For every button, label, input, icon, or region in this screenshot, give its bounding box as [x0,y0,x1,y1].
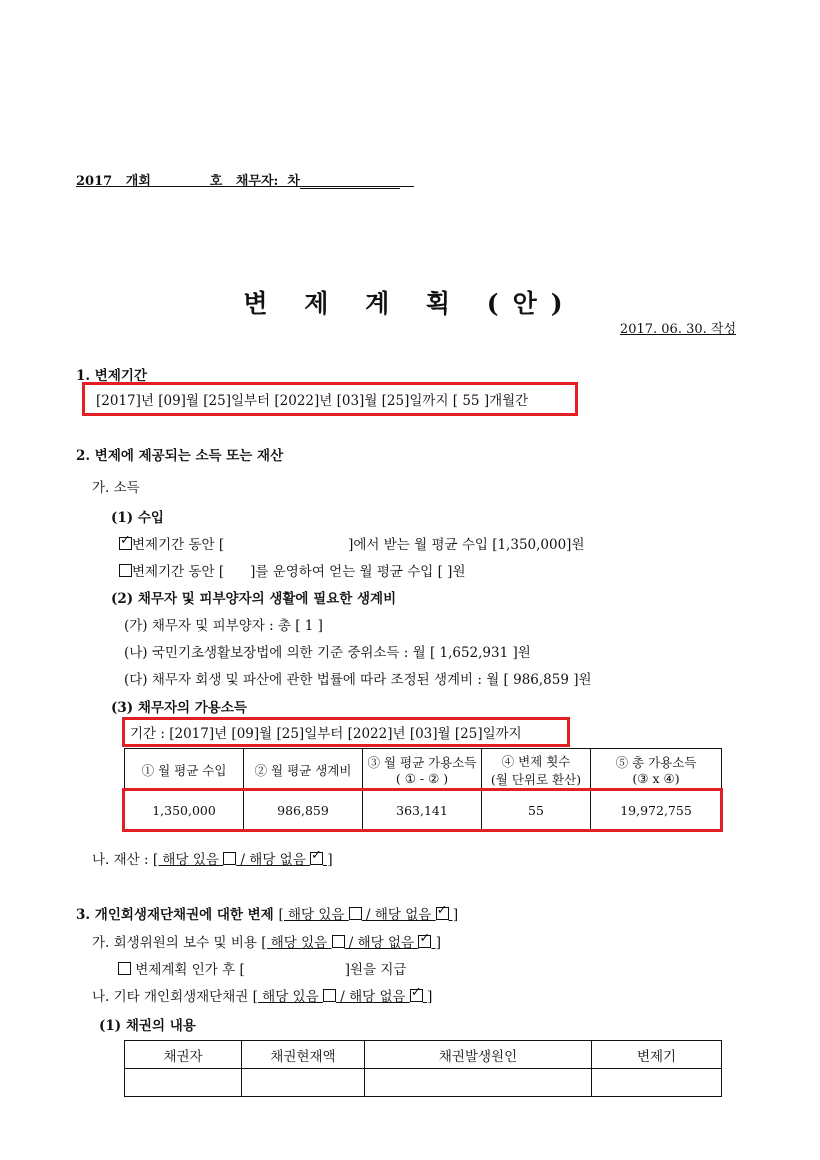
table-cell: 55 [482,791,591,831]
page-title: 변 제 계 획 (안) [243,289,577,318]
table-cell [125,1069,242,1097]
income-line-1-a: 변제기간 동안 [ [132,537,225,553]
empty-checkbox-icon [349,907,362,920]
claims-header-due: 변제기 [592,1041,722,1069]
section-3-na-label: 나. 기타 개인회생재단채권 [92,989,253,1005]
after-approval-b: ]원을 지급 [344,962,407,978]
table-cell: 986,859 [244,791,363,831]
section-2-ga: 가. 소득 [92,480,140,496]
header-underline [76,186,414,187]
table-header-4: ④ 변제 횟수 (월 단위로 환산) [482,749,591,791]
claims-header-cause: 채권발생원인 [365,1041,592,1069]
empty-checkbox-icon [118,962,131,975]
table-cell: 19,972,755 [591,791,722,831]
income-line-2-a: 변제기간 동안 [ [132,564,225,580]
table-header-3: ③ 월 평균 가용소득 ( ① - ② ) [363,749,482,791]
table-cell [242,1069,365,1097]
checked-checkbox-icon [119,537,132,550]
property-label: 나. 재산 : [92,852,153,868]
section-3-na-options: [ 해당 있음 / 해당 없음 ✓ ] [253,989,433,1005]
section-3-ga-label: 가. 회생위원의 보수 및 비용 [92,935,262,951]
table-row [125,1069,722,1097]
empty-checkbox-icon [119,564,132,577]
table-cell [592,1069,722,1097]
repayment-period: [2017]년 [09]월 [25]일부터 [2022]년 [03]월 [25]일까지 [ 55 ]개월간 [96,393,529,409]
income-heading: (1) 수입 [111,510,164,526]
table-cell: 363,141 [363,791,482,831]
after-approval-a: 변제계획 인가 후 [ [131,962,245,978]
living-cost-da: (다) 채무자 회생 및 파산에 관한 법률에 따라 조정된 생계비 : 월 [ 986,859 ]원 [124,672,592,688]
claims-table [124,1040,722,1097]
section-3-title: 3. 개인회생재단채권에 대한 변제 [76,907,279,923]
section-3-ga [92,931,441,951]
section-3-options: [ 해당 있음 / 해당 없음 ✓ ] [278,907,458,923]
checked-checkbox-icon [436,907,449,920]
case-no-label: 호 [209,174,223,189]
available-income-period: 기간 : [2017]년 [09]월 [25]일부터 [2022]년 [03]월 [25]일까지 [130,726,522,742]
table-cell [365,1069,592,1097]
table-header-1: ① 월 평균 수입 [125,749,244,791]
living-cost-na: (나) 국민기초생활보장법에 의한 기준 중위소득 : 월 [ 1,652,931 ]원 [124,645,531,661]
property-line [92,848,333,868]
claims-header-creditor: 채권자 [125,1041,242,1069]
checked-checkbox-icon [310,852,323,865]
debtor-label: 채무자: [235,174,279,189]
highlight-table-row-box [122,788,723,832]
income-line-1 [119,533,584,553]
section-3-ga-options: [ 해당 있음 / 해당 없음 ✓ ] [261,935,441,951]
empty-checkbox-icon [323,989,336,1002]
living-cost-ga: (가) 채무자 및 피부양자 : 총 [ 1 ] [124,618,323,634]
income-line-2 [119,560,465,580]
debtor-name: 차 [287,174,300,189]
section-1-heading: 1. 변제기간 [76,368,147,384]
claims-heading: (1) 채권의 내용 [99,1018,196,1034]
available-income-heading: (3) 채무자의 가용소득 [111,700,247,716]
living-cost-heading: (2) 채무자 및 피부양자의 생활에 필요한 생계비 [111,591,397,607]
table-cell: 1,350,000 [125,791,244,831]
income-line-2-b: ]를 운영하여 얻는 월 평균 수입 [ ]원 [250,564,466,580]
income-line-1-b: ]에서 받는 월 평균 수입 [1,350,000]원 [348,537,585,553]
empty-checkbox-icon [223,852,236,865]
checked-checkbox-icon [418,935,431,948]
section-3-heading [76,903,458,923]
section-2-heading: 2. 변제에 제공되는 소득 또는 재산 [76,448,284,464]
after-approval-line [118,958,406,978]
checked-checkbox-icon [410,989,423,1002]
property-options: [ 해당 있음 / 해당 없음 ✓ ] [153,852,333,868]
table-header-5: ⑤ 총 가용소득 (③ x ④) [591,749,722,791]
case-year: 2017 [76,174,113,189]
case-type-label: 개회 [125,174,151,189]
section-3-na [92,985,432,1005]
table-header-2: ② 월 평균 생계비 [244,749,363,791]
claims-header-amount: 채권현재액 [242,1041,365,1069]
document-date: 2017. 06. 30. 작성 [619,322,736,337]
empty-checkbox-icon [332,935,345,948]
